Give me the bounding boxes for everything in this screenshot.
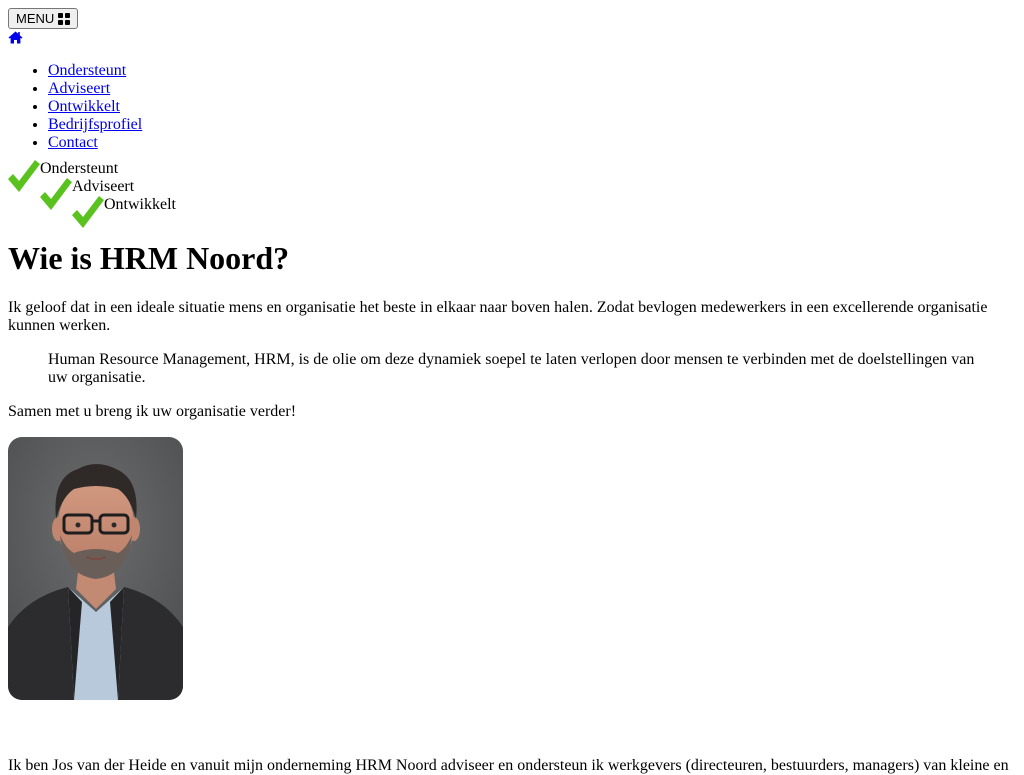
checkmark-label: Adviseert — [72, 178, 135, 195]
checkmark-icon — [72, 196, 104, 228]
nav-link-adviseert[interactable]: Adviseert — [48, 80, 111, 97]
main-nav — [8, 62, 1016, 152]
portrait-photo — [8, 437, 183, 700]
nav-link-contact[interactable]: Contact — [48, 134, 98, 151]
nav-item-contact — [48, 134, 1016, 152]
checkmark-icon — [8, 160, 40, 192]
checkmark-item-ontwikkelt — [72, 196, 176, 228]
closing-paragraph: Samen met u breng ik uw organisatie verder! — [8, 403, 297, 420]
checkmark-label: Ontwikkelt — [104, 196, 176, 213]
nav-item-bedrijfsprofiel — [48, 116, 1016, 134]
checkmark-icon — [40, 178, 72, 210]
checkmark-list — [8, 160, 1016, 232]
grid-icon — [58, 13, 70, 25]
nav-item-ontwikkelt — [48, 98, 1016, 116]
nav-link-ontwikkelt[interactable]: Ontwikkelt — [48, 98, 120, 115]
page-title: Wie is HRM Noord? — [8, 240, 290, 276]
home-icon — [8, 31, 23, 44]
menu-button[interactable] — [8, 8, 78, 29]
nav-link-ondersteunt[interactable]: Ondersteunt — [48, 62, 127, 79]
menu-button-label: MENU — [16, 11, 55, 26]
nav-item-adviseert — [48, 80, 1016, 98]
bio-paragraph: Ik ben Jos van der Heide en vanuit mijn onderneming HRM Noord adviseer en ondersteun ik werkgevers (directeuren, bestuurders, managers) van kleine en — [8, 757, 1009, 774]
home-link[interactable] — [8, 31, 23, 44]
nav-link-bedrijfsprofiel[interactable]: Bedrijfsprofiel — [48, 116, 143, 133]
checkmark-label: Ondersteunt — [40, 160, 119, 177]
quote-block: Human Resource Management, HRM, is de olie om deze dynamiek soepel te laten verlopen door mensen te verbinden met de doelstellingen van uw organisatie. — [48, 351, 975, 386]
intro-paragraph: Ik geloof dat in een ideale situatie mens en organisatie het beste in elkaar naar boven halen. Zodat bevlogen medewerkers in een excellerende organisatie kunnen werken. — [8, 299, 988, 334]
nav-item-ondersteunt — [48, 62, 1016, 80]
